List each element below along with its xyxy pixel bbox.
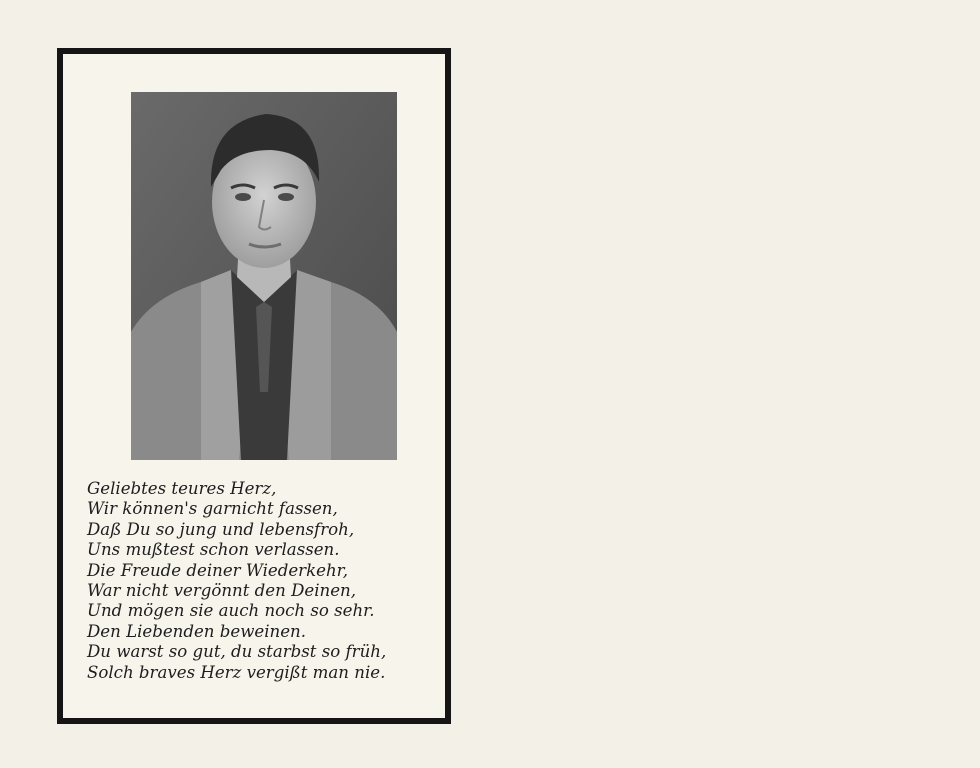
portrait-photo xyxy=(131,92,397,460)
portrait-image xyxy=(131,92,397,460)
left-mourning-frame xyxy=(57,48,451,724)
poem-line: Wir können's garnicht fassen, xyxy=(87,499,338,519)
right-card xyxy=(490,0,980,768)
poem-line: Geliebtes teures Herz, xyxy=(87,479,277,498)
poem-line: Die Freude deiner Wiederkehr, xyxy=(87,560,349,580)
poem-line: Und mögen sie auch noch so sehr. xyxy=(87,601,375,621)
poem-line: Daß Du so jung und lebensfroh, xyxy=(87,519,355,539)
poem-line: Uns mußtest schon verlassen. xyxy=(87,540,340,560)
poem xyxy=(87,479,437,683)
poem-line: Du warst so gut, du starbst so früh, xyxy=(87,642,387,662)
poem-line: Den Liebenden beweinen. xyxy=(87,621,307,641)
poem-line: Solch braves Herz vergißt man nie. xyxy=(87,662,386,682)
poem-line: War nicht vergönnt den Deinen, xyxy=(87,581,356,601)
